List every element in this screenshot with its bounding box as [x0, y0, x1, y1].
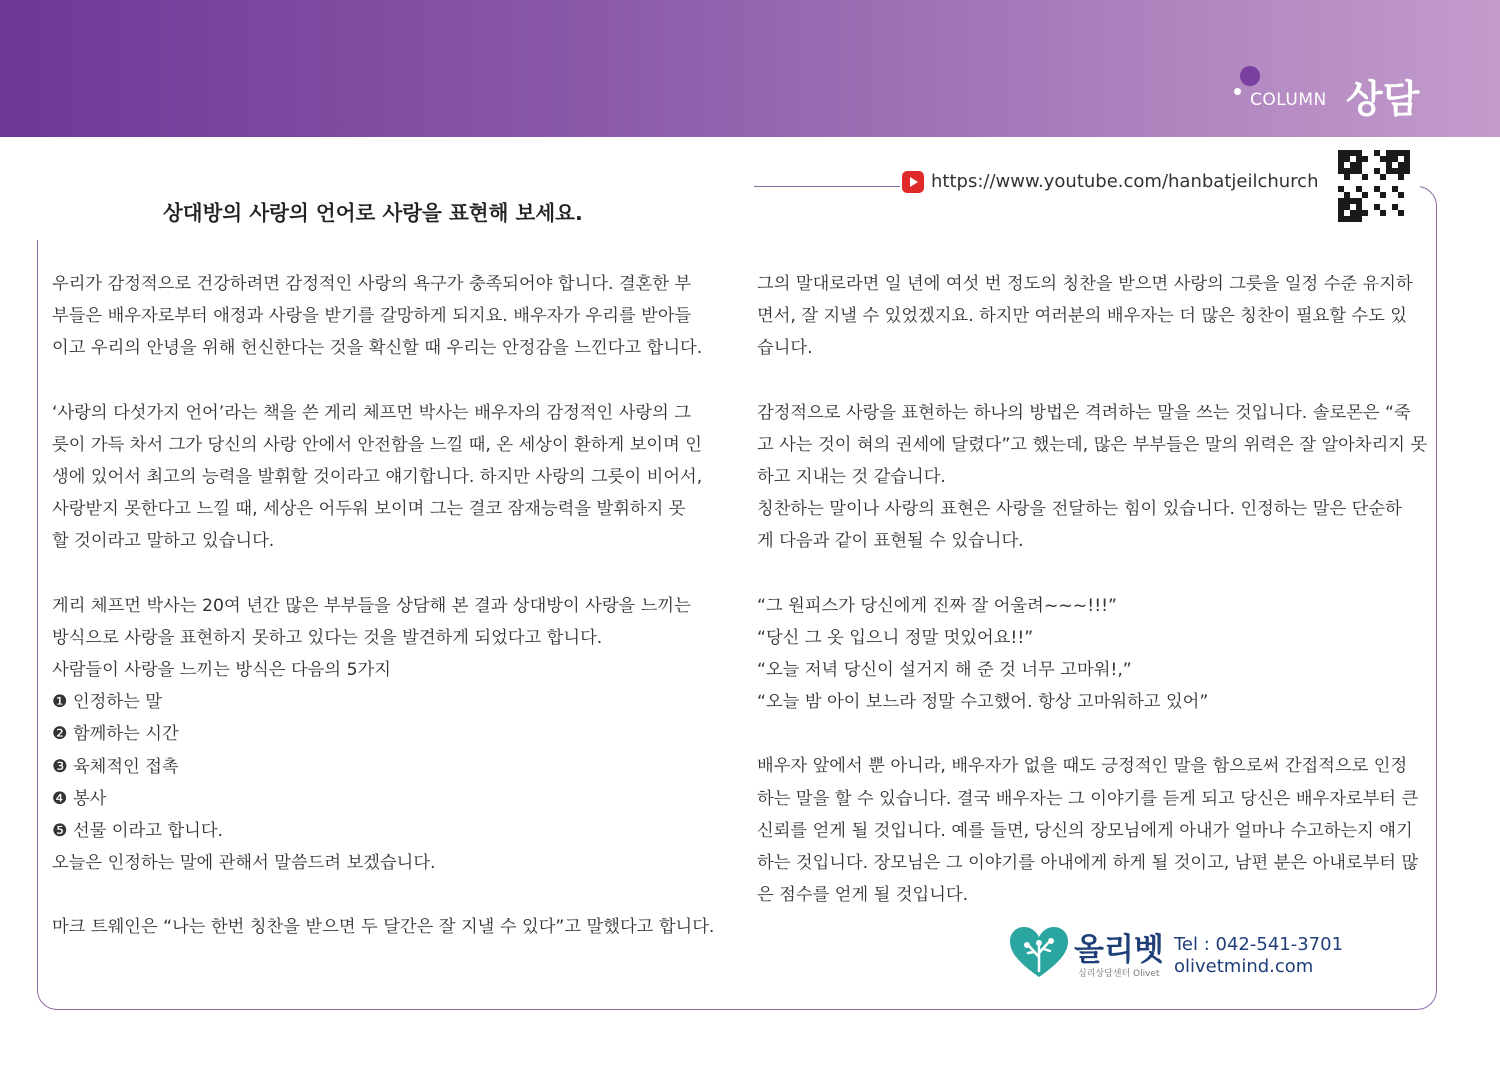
- paragraph-gap: [52, 558, 722, 590]
- text-line: ❷ 함께하는 시간: [52, 724, 179, 745]
- text-line: ❹ 봉사: [52, 788, 107, 809]
- paragraph-gap: [757, 365, 1427, 397]
- text-line: ❺ 선물 이라고 합니다.: [52, 821, 224, 842]
- text-line: 생에 있어서 최고의 능력을 발휘할 것이라고 얘기합니다. 하지만 사랑의 그릇이 비어서,: [52, 467, 703, 488]
- article-left-column: [52, 268, 722, 944]
- text-line: 사랑받지 못한다고 느낄 때, 세상은 어두워 보이며 그는 결코 잠재능력을 발휘하지 못: [52, 499, 686, 520]
- text-line: 하는 말을 할 수 있습니다. 결국 배우자는 그 이야기를 듣게 되고 당신은 배우자로부터 큰: [757, 788, 1419, 809]
- text-line: 게리 체프먼 박사는 20여 년간 많은 부부들을 상담해 본 결과 상대방이 사랑을 느끼는: [52, 595, 691, 616]
- text-line: 부들은 배우자로부터 애정과 사랑을 받기를 갈망하게 되지요. 배우자가 우리를 받아들: [52, 306, 692, 327]
- text-line: 은 점수를 얻게 될 것입니다.: [757, 885, 969, 906]
- paragraph-gap: [757, 718, 1427, 750]
- text-line: 신뢰를 얻게 될 것입니다. 예를 들면, 당신의 장모님에게 아내가 얼마나 수고하는지 얘기: [757, 820, 1413, 841]
- brand-subtitle: 심리상담센터 Olivet: [1078, 969, 1160, 979]
- text-line: 칭찬하는 말이나 사랑의 표현은 사랑을 전달하는 힘이 있습니다. 인정하는 말은 단순하: [757, 499, 1402, 520]
- contact-website[interactable]: olivetmind.com: [1174, 956, 1314, 977]
- text-line: 고 사는 것이 혀의 권세에 달렸다”고 했는데, 많은 부부들은 말의 위력은 잘 알아차리지 못: [757, 434, 1428, 455]
- text-line: 사람들이 사랑을 느끼는 방식은 다음의 5가지: [52, 660, 391, 681]
- youtube-link[interactable]: https://www.youtube.com/hanbatjeilchurch: [931, 171, 1319, 192]
- header-band: [0, 0, 1500, 137]
- text-line: “오늘 저녁 당신이 설거지 해 준 것 너무 고마워!,”: [757, 660, 1132, 681]
- paragraph-gap: [52, 879, 722, 911]
- text-line: 하는 것입니다. 장모님은 그 이야기를 아내에게 하게 될 것이고, 남편 분은 아내로부터 많: [757, 853, 1419, 874]
- text-line: 우리가 감정적으로 건강하려면 감정적인 사랑의 욕구가 충족되어야 합니다. 결혼한 부: [52, 274, 692, 294]
- text-line: 방식으로 사랑을 표현하지 못하고 있다는 것을 발견하게 되었다고 합니다.: [52, 627, 603, 648]
- text-line: “오늘 밤 아이 보느라 정말 수고했어. 항상 고마워하고 있어”: [757, 692, 1209, 713]
- text-line: 릇이 가득 차서 그가 당신의 사랑 안에서 안전함을 느낄 때, 온 세상이 환하게 보이며 인: [52, 434, 702, 455]
- text-line: 감정적으로 사랑을 표현하는 하나의 방법은 격려하는 말을 쓰는 것입니다. 솔로몬은 “죽: [757, 402, 1411, 423]
- text-line: 게 다음과 같이 표현될 수 있습니다.: [757, 531, 1024, 552]
- paragraph-gap: [757, 558, 1427, 590]
- text-line: 습니다.: [757, 338, 813, 359]
- text-line: 면서, 잘 지낼 수 있었겠지요. 하지만 여러분의 배우자는 더 많은 칭찬이 필요할 수도 있: [757, 306, 1407, 327]
- text-line: 하고 지내는 것 같습니다.: [757, 467, 946, 488]
- youtube-icon[interactable]: [902, 171, 924, 193]
- text-line: ‘사랑의 다섯가지 언어’라는 책을 쓴 게리 체프먼 박사는 배우자의 감정적인 사랑의 그: [52, 402, 691, 423]
- column-topic: 상담: [1346, 77, 1420, 121]
- olivet-heart-tree-logo-icon: [1010, 927, 1068, 979]
- paragraph-gap: [52, 365, 722, 397]
- text-line: 할 것이라고 말하고 있습니다.: [52, 531, 275, 552]
- text-line: 마크 트웨인은 “나는 한번 칭찬을 받으면 두 달간은 잘 지낼 수 있다”고 말했다고 합니다.: [52, 917, 715, 938]
- text-line: ❸ 육체적인 접촉: [52, 756, 179, 777]
- text-line: 오늘은 인정하는 말에 관해서 말씀드려 보겠습니다.: [52, 853, 436, 874]
- text-line: 이고 우리의 안녕을 위해 헌신한다는 것을 확신할 때 우리는 안정감을 느낀다고 합니다.: [52, 338, 703, 359]
- contact-phone: Tel : 042-541-3701: [1174, 934, 1344, 955]
- article-title: 상대방의 사랑의 언어로 사랑을 표현해 보세요.: [163, 201, 583, 225]
- text-line: “그 원피스가 당신에게 진짜 잘 어울려~~~!!!”: [757, 595, 1118, 616]
- article-right-column: [757, 268, 1427, 911]
- text-line: 그의 말대로라면 일 년에 여섯 번 정도의 칭찬을 받으면 사랑의 그릇을 일정 수준 유지하: [757, 274, 1413, 294]
- qr-code-icon: [1338, 150, 1410, 222]
- text-line: 배우자 앞에서 뿐 아니라, 배우자가 없을 때도 긍정적인 말을 함으로써 간접적으로 인정: [757, 756, 1408, 777]
- text-line: ❶ 인정하는 말: [52, 692, 162, 713]
- text-line: “당신 그 옷 입으니 정말 멋있어요!!”: [757, 627, 1034, 648]
- brand-name: 올리벳: [1074, 932, 1164, 968]
- column-label: COLUMN: [1250, 90, 1327, 110]
